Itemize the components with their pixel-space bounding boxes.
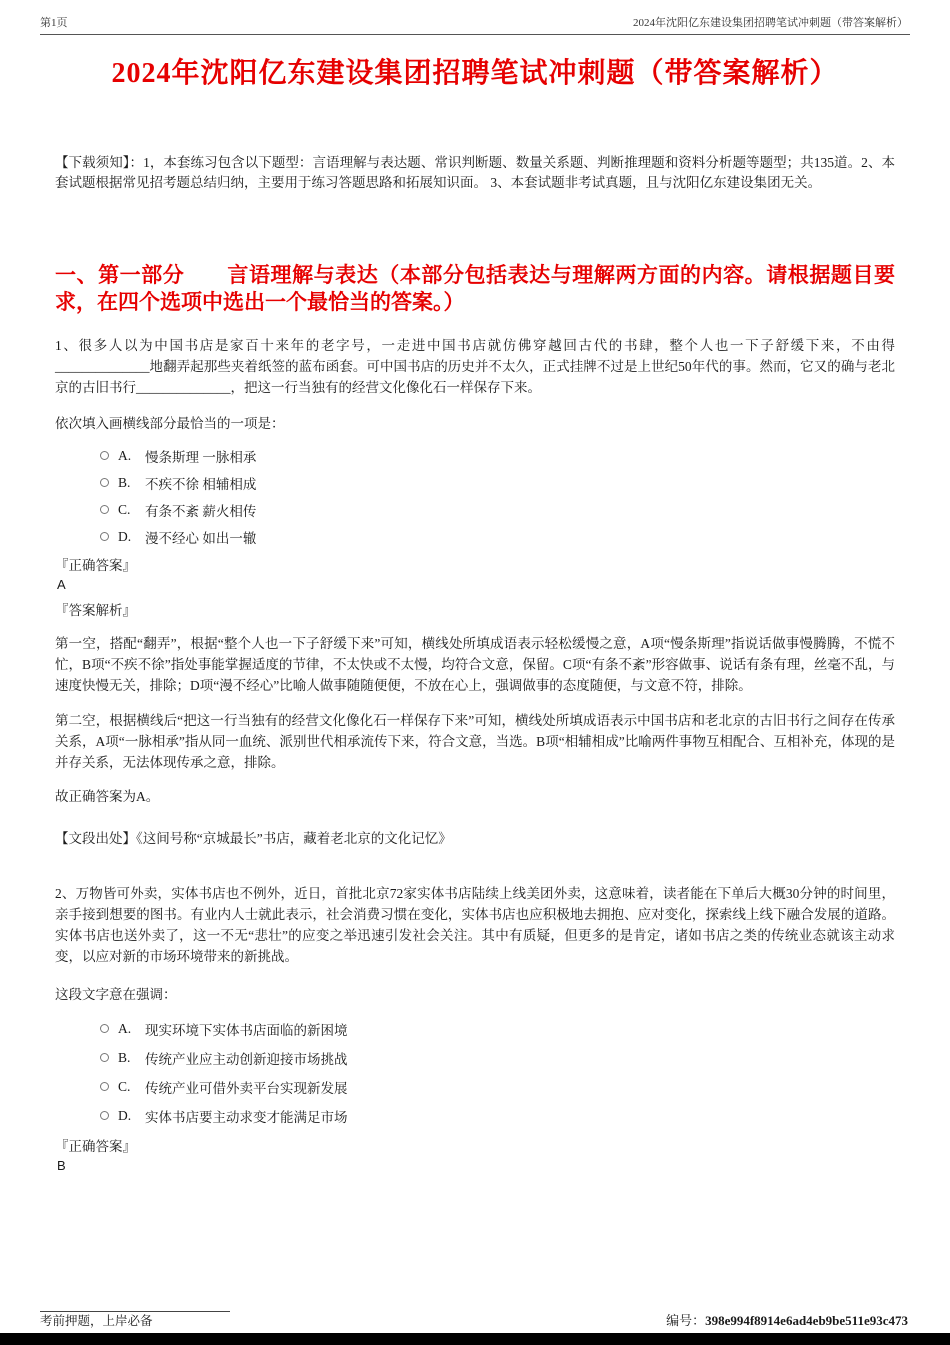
header-divider (40, 34, 910, 35)
code-label: 编号： (666, 1313, 706, 1328)
analysis-label: 『答案解析』 (55, 602, 136, 618)
radio-icon[interactable] (100, 1053, 109, 1062)
option-letter: D. (118, 528, 132, 544)
radio-icon[interactable] (100, 1111, 109, 1120)
question-2-option-d[interactable] (100, 1106, 895, 1126)
correct-answer-value: B (57, 1157, 66, 1173)
analysis-paragraph: 第一空，搭配“翻弄”，根据“整个人也一下子舒缓下来”可知，横线处所填成语表示轻松缓慢之意，A项“慢条斯理”指说话做事慢腾腾，不慌不忙，B项“不疾不徐”指处事能掌握适度的节律，不太快或不太慢，均符合文意，保留。C项“有条不紊”形容做事、说话有条有理，丝毫不乱，与速度快慢无关，排除；D项“漫不经心”比喻人做事随随便便，不放在心上，强调做事的态度随便，与文意不符，排除。 (55, 635, 895, 693)
question-1 (55, 335, 895, 847)
option-text: 现实环境下实体书店面临的新困境 (145, 1022, 348, 1038)
question-1-option-a[interactable] (100, 446, 895, 466)
question-1-option-c[interactable] (100, 500, 895, 520)
question-2-option-b[interactable] (100, 1048, 895, 1068)
section-heading: 一、第一部分 言语理解与表达（本部分包括表达与理解两方面的内容。请根据题目要求，在四个选项中选出一个最恰当的答案。） (55, 263, 895, 315)
bottom-bar (0, 1333, 950, 1345)
radio-icon[interactable] (100, 505, 109, 514)
question-2-option-c[interactable] (100, 1077, 895, 1097)
option-letter: A. (118, 447, 132, 463)
question-2-options (100, 1019, 895, 1126)
option-text: 漫不经心 如出一辙 (145, 530, 257, 546)
code-value: 398e994f8914e6ad4eb9be511e93c473 (705, 1313, 908, 1328)
option-letter: C. (118, 501, 131, 517)
document-content (0, 51, 950, 1173)
question-1-options (100, 446, 895, 547)
option-text: 有条不紊 薪火相传 (145, 503, 257, 519)
question-2 (55, 883, 895, 1173)
option-text: 慢条斯理 一脉相承 (145, 449, 257, 465)
question-1-prompt: 依次填入画横线部分最恰当的一项是： (55, 415, 285, 431)
option-text: 不疾不徐 相辅相成 (145, 476, 257, 492)
correct-answer-label: 『正确答案』 (55, 557, 136, 573)
option-text: 实体书店要主动求变才能满足市场 (145, 1109, 348, 1125)
radio-icon[interactable] (100, 478, 109, 487)
option-text: 传统产业可借外卖平台实现新发展 (145, 1080, 348, 1096)
correct-answer-label: 『正确答案』 (55, 1138, 136, 1154)
question-2-stem: 2、万物皆可外卖，实体书店也不例外，近日，首批北京72家实体书店陆续上线美团外卖，这意味着，读者能在下单后大概30分钟的时间里，亲手接到想要的图书。有业内人士就此表示，社会消费习惯在变化，实体书店也应积极地去拥抱、应对变化，探索线上线下融合发展的道路。实体书店也送外卖了，这一不无“悲壮”的应变之举迅速引发社会关注。其中有质疑，但更多的是肯定，诸如书店之类的传统业态就该主动求变，以应对新的市场环境带来的新挑战。 (55, 885, 895, 964)
radio-icon[interactable] (100, 532, 109, 541)
question-1-option-d[interactable] (100, 527, 895, 547)
page-header (0, 0, 950, 34)
header-doc-title: 2024年沈阳亿东建设集团招聘笔试冲刺题（带答案解析） (633, 17, 908, 29)
document-code (666, 1310, 908, 1329)
option-letter: C. (118, 1078, 131, 1094)
radio-icon[interactable] (100, 451, 109, 460)
analysis-paragraph: 第二空，根据横线后“把这一行当独有的经营文化像化石一样保存下来”可知，横线处所填成语表示中国书店和老北京的古旧书行之间存在传承关系，A项“一脉相承”指从同一血统、派别世代相承流传下来，符合文意，当选。B项“相辅相成”比喻两件事物互相配合、互相补充，体现的是并存关系，无法体现传承之意，排除。 (55, 712, 895, 770)
option-text: 传统产业应主动创新迎接市场挑战 (145, 1051, 348, 1067)
download-notice: 【下载须知】：1，本套练习包含以下题型：言语理解与表达题、常识判断题、数量关系题、判断推理题和资料分析题等题型；共135道。2、本套试题根据常见招考题总结归纳，主要用于练习答题思路和拓展知识面。 3、本套试题非考试真题，且与沈阳亿东建设集团无关。 (55, 155, 895, 190)
page-number: 第1页 (40, 17, 68, 29)
question-1-option-b[interactable] (100, 473, 895, 493)
question-1-stem: 1、很多人以为中国书店是家百十来年的老字号，一走进中国书店就仿佛穿越回古代的书肆，整个人也一下子舒缓下来，不由得______________地翻弄起那些夹着纸签的蓝布函套。可中国书店的历史并不太久，正式挂牌不过是上世纪50年代的事。然而，它又的确与老北京的古旧书行______________，把这一行当独有的经营文化像化石一样保存下来。 (55, 337, 895, 395)
page-footer (0, 1310, 950, 1329)
footer-slogan: 考前押题，上岸必备 (40, 1314, 153, 1328)
option-letter: B. (118, 1049, 131, 1065)
doc-title: 2024年沈阳亿东建设集团招聘笔试冲刺题（带答案解析） (111, 58, 839, 89)
radio-icon[interactable] (100, 1024, 109, 1033)
analysis-conclusion: 故正确答案为A。 (55, 788, 160, 804)
correct-answer-value: A (57, 576, 66, 592)
question-2-prompt: 这段文字意在强调： (55, 986, 177, 1002)
option-letter: D. (118, 1107, 132, 1123)
passage-source: 【文段出处】《这间号称“京城最长”书店，藏着老北京的文化记忆》 (55, 830, 452, 846)
radio-icon[interactable] (100, 1082, 109, 1091)
option-letter: A. (118, 1020, 132, 1036)
option-letter: B. (118, 474, 131, 490)
question-2-option-a[interactable] (100, 1019, 895, 1039)
